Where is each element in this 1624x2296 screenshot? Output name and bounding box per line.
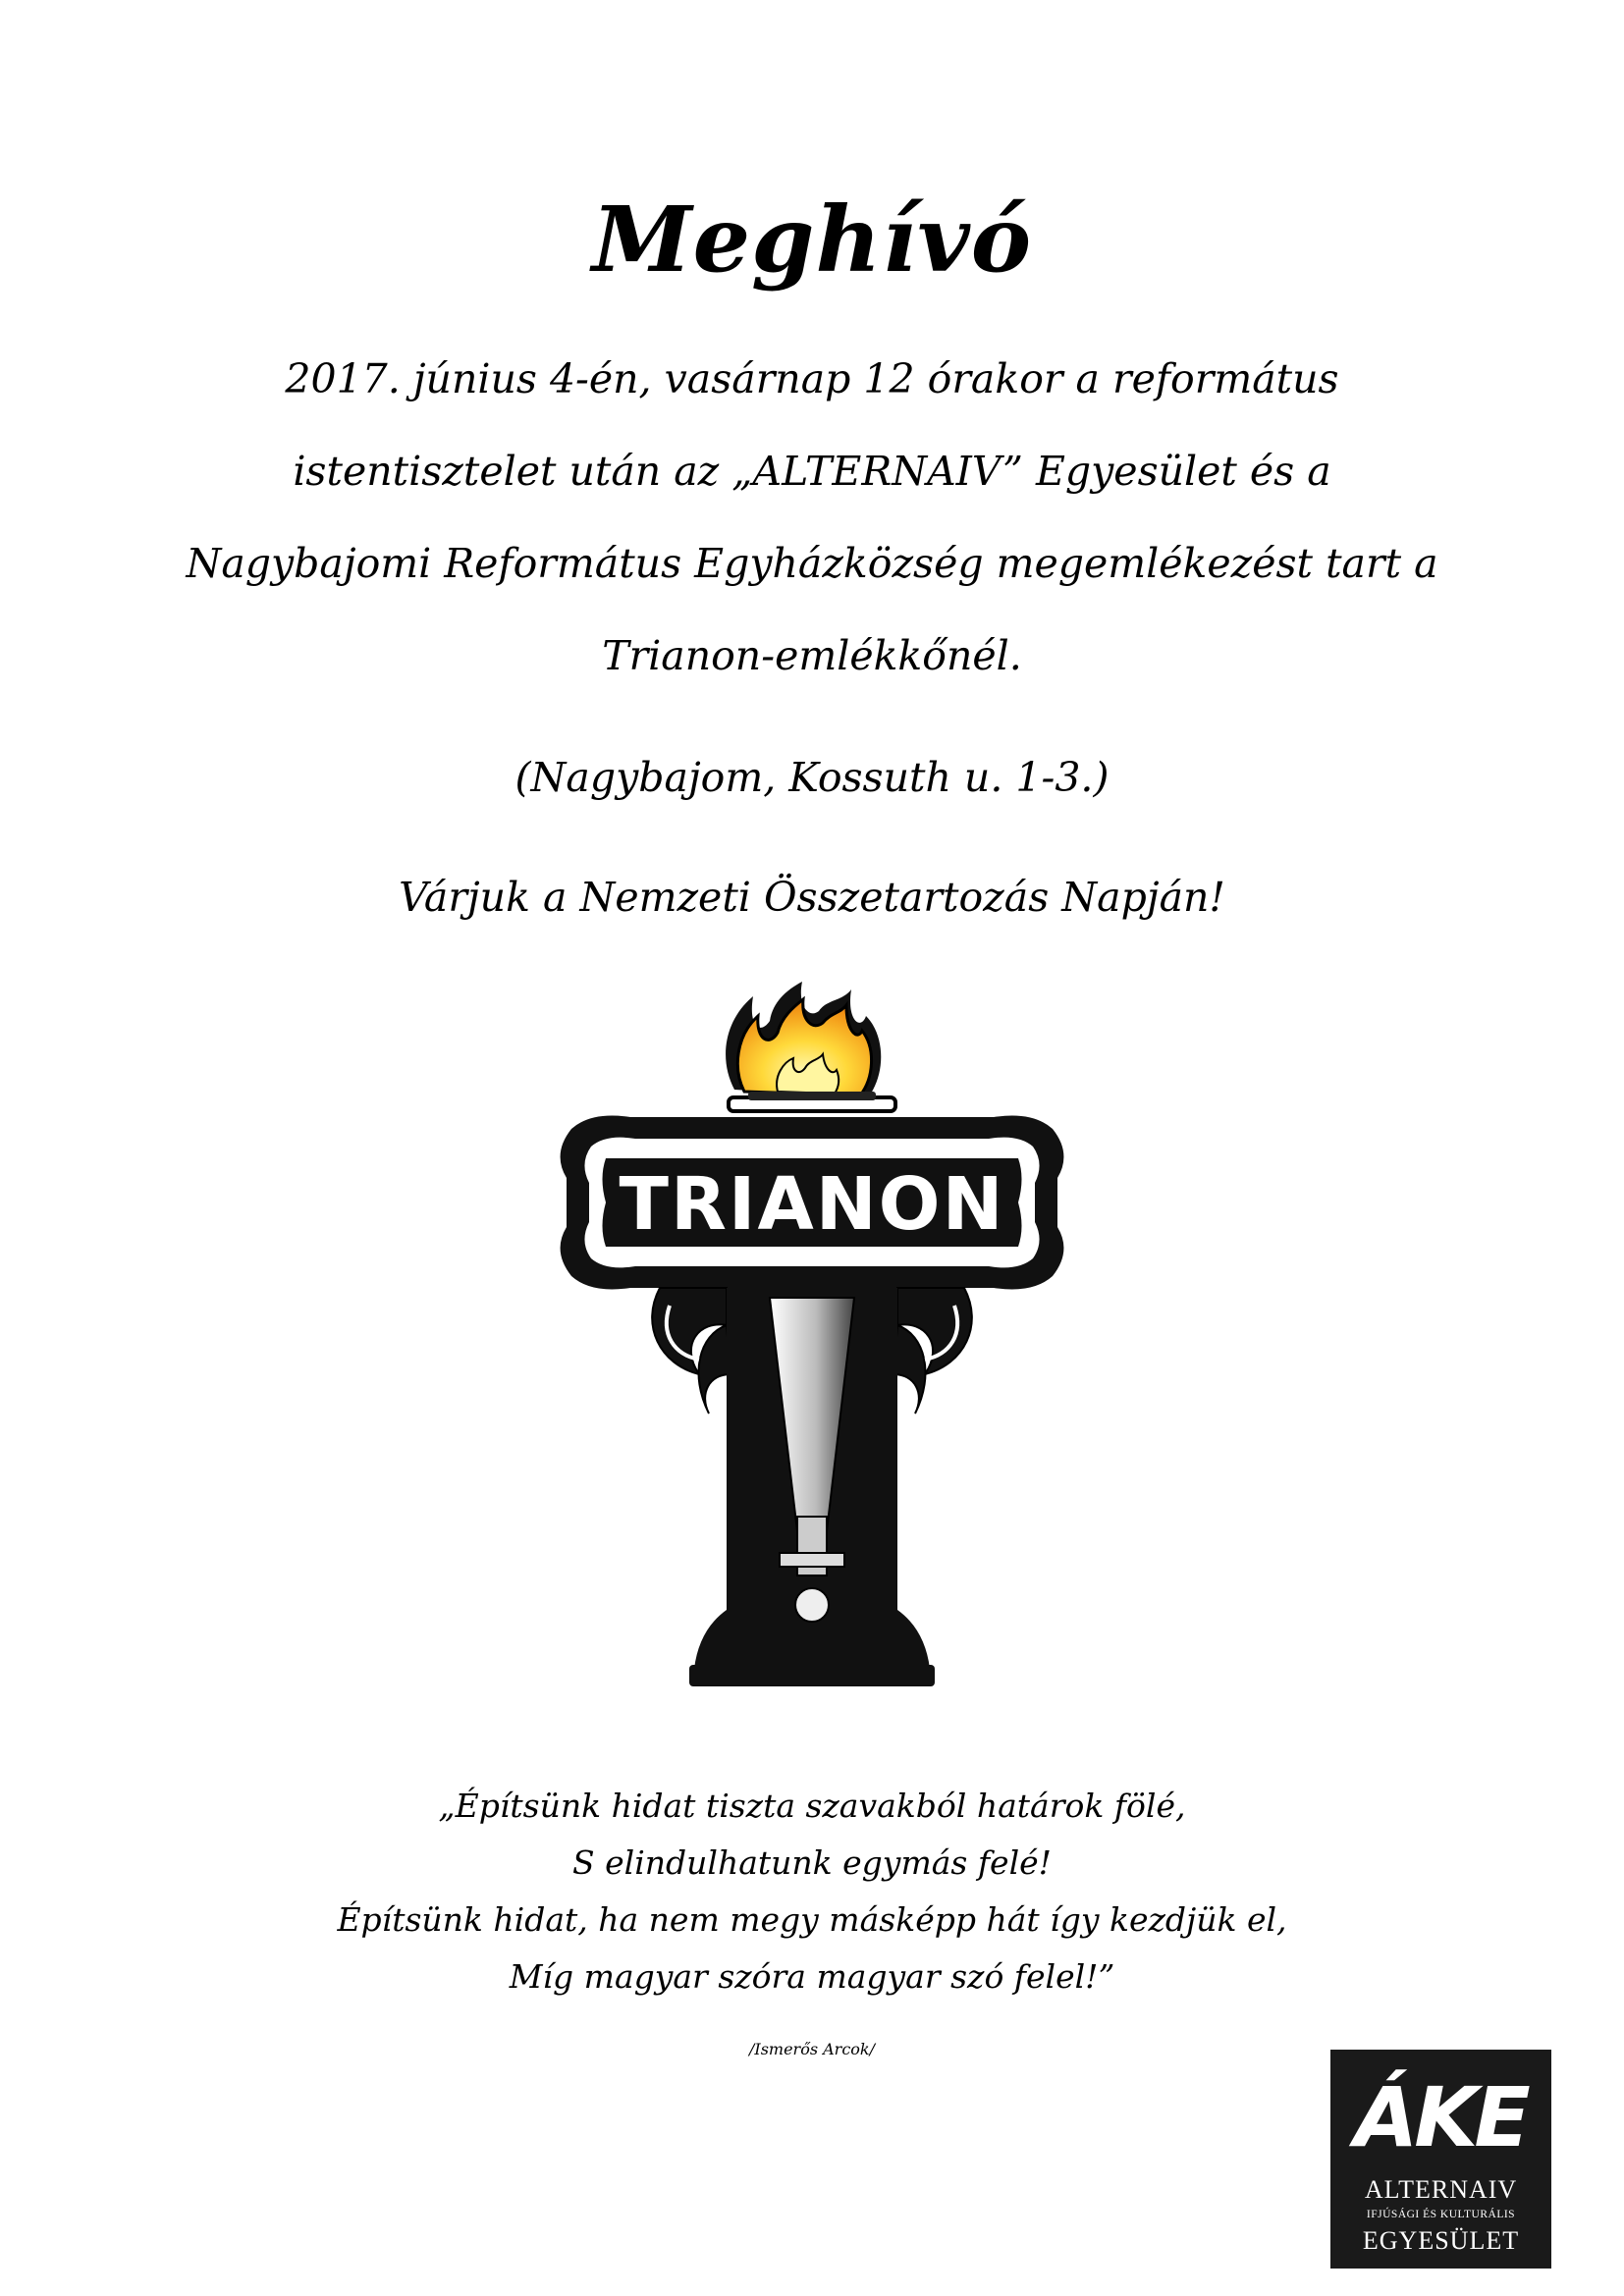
- poem-line-4: Míg magyar szóra magyar szó felel!”: [509, 1957, 1115, 1996]
- paragraph-line-3: Nagybajomi Református Egyházközség megemlékezést tart a: [186, 540, 1438, 587]
- trianon-torch-emblem-icon: [552, 982, 1072, 1708]
- welcome-line: Várjuk a Nemzeti Összetartozás Napján!: [399, 874, 1225, 921]
- poem-line-1: „Építsünk hidat tiszta szavakból határok fölé,: [438, 1787, 1186, 1825]
- poem-line-2: S elindulhatunk egymás felé!: [572, 1843, 1052, 1882]
- org-name-bottom: EGYESÜLET: [1362, 2226, 1520, 2255]
- org-subtitle: IFJÚSÁGI ÉS KULTURÁLIS: [1366, 2209, 1516, 2220]
- paragraph-line-2: istentisztelet után az „ALTERNAIV” Egyesület és a: [293, 448, 1331, 495]
- org-logo-mark-text: ÁKE: [1354, 2069, 1527, 2156]
- address-line: (Nagybajom, Kossuth u. 1-3.): [514, 754, 1110, 801]
- flame-icon: [726, 982, 881, 1097]
- poem-line-3: Építsünk hidat, ha nem megy másképp hát így kezdjük el,: [337, 1900, 1287, 1939]
- org-logo-icon: [1330, 2050, 1551, 2269]
- paragraph-line-4: Trianon-emlékkőnél.: [602, 632, 1022, 679]
- org-name-top: ALTERNAIV: [1364, 2175, 1518, 2204]
- org-logo-mark: [1330, 2067, 1551, 2156]
- emblem-text: TRIANON: [619, 1162, 1005, 1247]
- page-title: Meghívó: [591, 187, 1033, 293]
- poem-source: /Ismerős Arcok/: [748, 2040, 876, 2058]
- paragraph-line-1: 2017. június 4-én, vasárnap 12 órakor a református: [285, 355, 1339, 402]
